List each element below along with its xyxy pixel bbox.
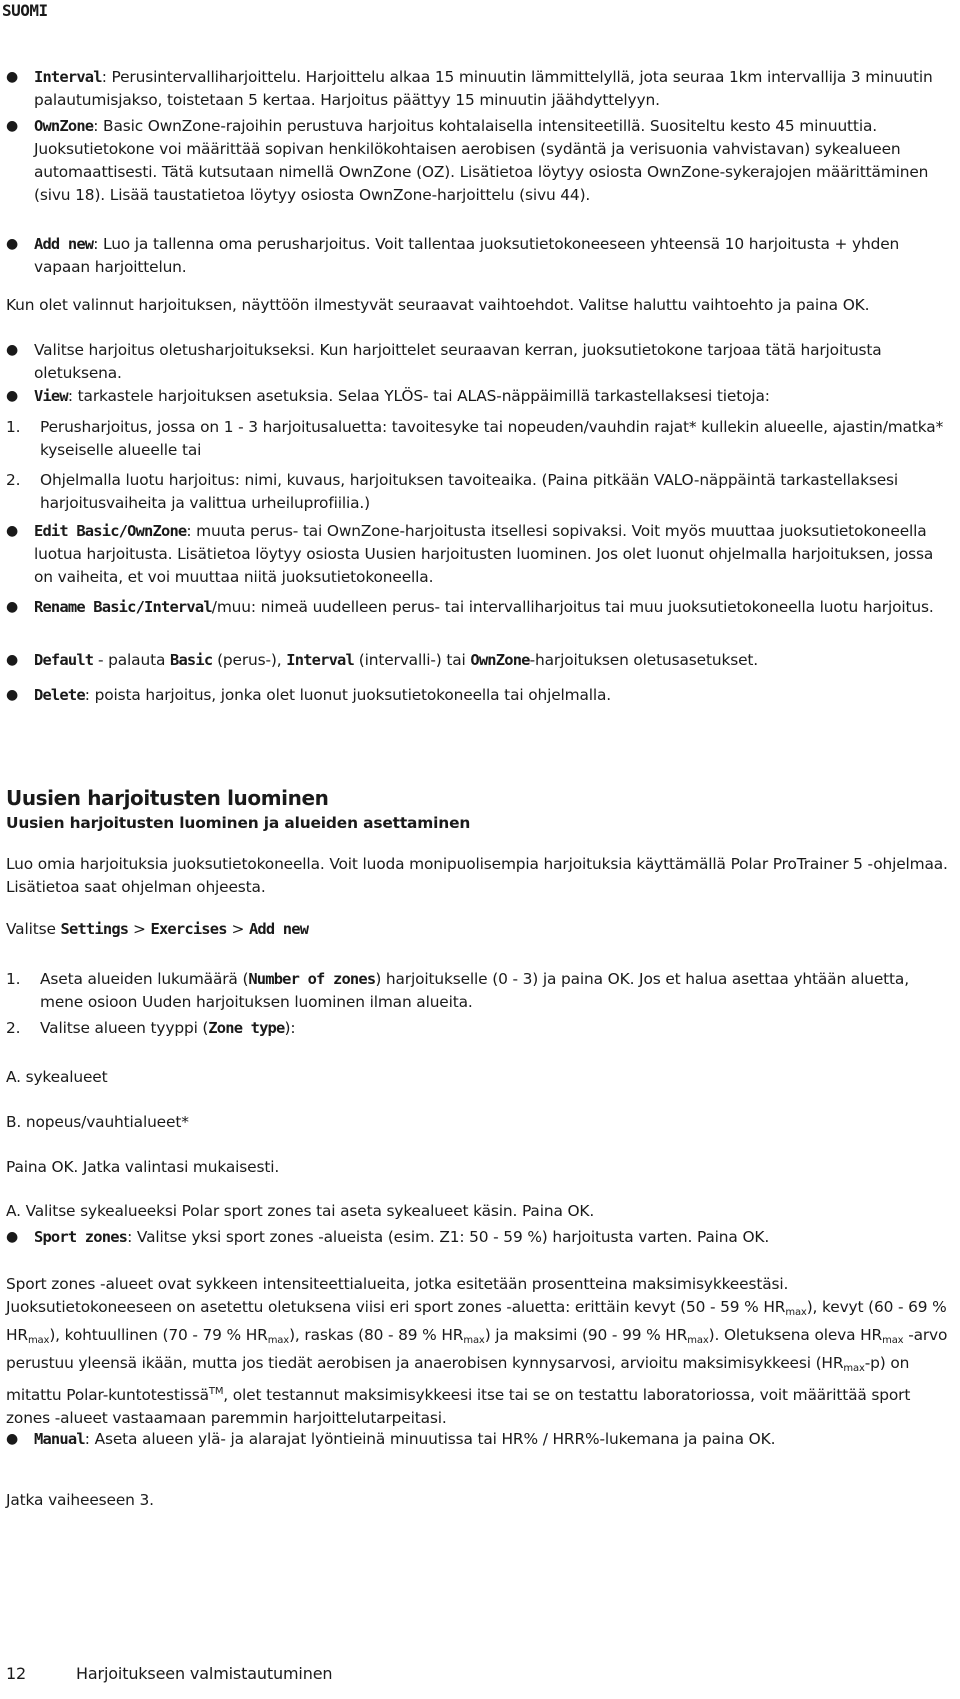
- bullet-view: ● View: tarkastele harjoituksen asetuksia. Selaa YLÖS- tai ALAS-näppäimillä tarkastellaksesi tietoja:: [6, 385, 948, 408]
- rename-key: Rename Basic/Interval: [34, 598, 212, 616]
- bullet-icon: ●: [6, 388, 19, 404]
- view-key: View: [34, 387, 68, 405]
- step-2: 2. Valitse alueen tyyppi (Zone type):: [6, 1019, 296, 1037]
- next-step-text: Jatka vaiheeseen 3.: [6, 1491, 154, 1509]
- bullet-ownzone: ● OwnZone: Basic OwnZone-rajoihin perustuva harjoitus kohtalaisella intensiteetillä. Suositeltu kesto 45 minuuttia. Juoksutietokone voi määrittää sopivan henkilökohtaisen aerobisen (sydäntä ja verisuonia vahvistavan) sykealueen automaattisesti. Tätä kutsutaan nimellä OwnZone (OZ). Lisätietoa löytyy osiosta OwnZone-sykerajojen määrittäminen (sivu 18). Lisää taustatietoa löytyy osiosta OwnZone-harjoittelu (sivu 44).: [6, 117, 929, 204]
- section-subtitle: Uusien harjoitusten luominen ja alueiden asettaminen: [6, 814, 471, 832]
- select-intro: Kun olet valinnut harjoituksen, näyttöön ilmestyvät seuraavat vaihtoehdot. Valitse haluttu vaihtoehto ja paina OK.: [6, 296, 870, 314]
- page-number: 12: [6, 1664, 27, 1683]
- bullet-sport-zones: ● Sport zones: Valitse yksi sport zones -alueista (esim. Z1: 50 - 59 %) harjoitusta varten. Paina OK.: [6, 1226, 948, 1249]
- bullet-icon: ●: [6, 599, 19, 615]
- bullet-add-new: ● Add new: Luo ja tallenna oma perusharjoitus. Voit tallentaa juoksutietokoneeseen yhteensä 10 harjoitusta + yhden vapaan harjoittelun.: [6, 235, 900, 276]
- sport-zones-key: Sport zones: [34, 1228, 128, 1246]
- add-new-key: Add new: [34, 235, 94, 253]
- page-footer: [6, 1664, 332, 1683]
- bullet-icon: ●: [6, 1229, 19, 1245]
- a-select-text: A. Valitse sykealueeksi Polar sport zones tai aseta sykealueet käsin. Paina OK.: [6, 1202, 595, 1220]
- bullet-icon: ●: [6, 118, 19, 134]
- zone-type-b: B. nopeus/vauhtialueet*: [6, 1113, 189, 1131]
- bullet-icon: ●: [6, 687, 19, 703]
- chapter-title: Harjoitukseen valmistautuminen: [76, 1664, 333, 1683]
- step-1: 1. Aseta alueiden lukumäärä (Number of zones) harjoitukselle (0 - 3) ja paina OK. Jos et halua asettaa yhtään aluetta, mene osioon Uuden harjoituksen luominen ilman alueita.: [6, 970, 909, 1011]
- bullet-manual: ● Manual: Aseta alueen ylä- ja alarajat lyöntieinä minuutissa tai HR% / HRR%-lukemana ja paina OK.: [6, 1428, 948, 1451]
- section-title: Uusien harjoitusten luominen: [6, 786, 329, 810]
- continue-text: Paina OK. Jatka valintasi mukaisesti.: [6, 1158, 280, 1176]
- language-label: SUOMI: [2, 1, 48, 20]
- edit-key: Edit Basic/OwnZone: [34, 522, 187, 540]
- bullet-default-exercise: ● Valitse harjoitus oletusharjoitukseksi. Kun harjoittelet seuraavan kerran, juoksutietokone tarjoaa tätä harjoitusta oletuksena.: [6, 341, 882, 382]
- section-intro: Luo omia harjoituksia juoksutietokoneella. Voit luoda monipuolisempia harjoituksia käyttämällä Polar ProTrainer 5 -ohjelmaa. Lisätietoa saat ohjelman ohjeesta.: [6, 855, 948, 896]
- bullet-delete: ● Delete: poista harjoitus, jonka olet luonut juoksutietokoneella tai ohjelmalla.: [6, 684, 948, 707]
- bullet-icon: ●: [6, 652, 19, 668]
- bullet-icon: ●: [6, 523, 19, 539]
- bullet-icon: ●: [6, 236, 19, 252]
- manual-key: Manual: [34, 1430, 85, 1448]
- view-item-2: 2. Ohjelmalla luotu harjoitus: nimi, kuvaus, harjoituksen tavoiteaika. (Paina pitkään VALO-näppäintä tarkastellaksesi harjoitusvaiheita ja valittua urheiluprofiilia.): [6, 471, 899, 512]
- bullet-rename: ● Rename Basic/Interval/muu: nimeä uudelleen perus- tai intervalliharjoitus tai muu juoksutietokoneella luotu harjoitus.: [6, 596, 948, 619]
- bullet-icon: ●: [6, 1431, 19, 1447]
- view-item-1: 1. Perusharjoitus, jossa on 1 - 3 harjoitusaluetta: tavoitesyke tai nopeuden/vauhdin rajat* kullekin alueelle, ajastin/matka* kyseiselle alueelle tai: [6, 418, 944, 459]
- bullet-icon: ●: [6, 342, 19, 358]
- ownzone-key: OwnZone: [34, 117, 94, 135]
- bullet-icon: ●: [6, 69, 19, 85]
- interval-key: Interval: [34, 68, 102, 86]
- zone-type-a: A. sykealueet: [6, 1068, 108, 1086]
- sport-zones-explanation: Sport zones -alueet ovat sykkeen intensiteettialueita, jotka esitetään prosentteina maksimisykkeestäsi. Juoksutietokoneeseen on asetettu oletuksena viisi eri sport zones -aluetta: erittäin kevyt (50 - 59 % $HR_{max}$), kevyt (60 - 69 % $HR_{max}$), kohtuullinen (70 - 79 % $HR_{max}$), raskas (80 - 89 % $HR_{max}$) ja maksimi (90 - 99 % $HR_{max}$). Oletuksena oleva $HR_{max}$ -arvo perustuu yleensä ikään, mutta jos tiedät aerobisen ja anaerobisen kynnysarvosi, arvioitu maksimisykkeesi $(HR_{max}-p)$ on mitattu Polar-kuntotestissä™, olet testannut maksimisykkeesi itse tai se on testattu laboratoriossa, voit määrittää sport zones -alueet vastaamaan paremmin harjoittelutarpeitasi.: [6, 1275, 948, 1427]
- bullet-default: ● Default - palauta Basic (perus-), Interval (intervalli-) tai OwnZone-harjoituksen oletusasetukset.: [6, 649, 948, 672]
- bullet-interval: ● Interval: Perusintervalliharjoittelu. Harjoittelu alkaa 15 minuutin lämmittelyllä, jota seuraa 1km intervallija 3 minuutin palautumisjakso, toistetaan 5 kertaa. Harjoitus päättyy 15 minuutin jäähdyttelyyn.: [6, 68, 933, 109]
- delete-key: Delete: [34, 686, 85, 704]
- menu-path: Valitse Settings > Exercises > Add new: [6, 920, 309, 938]
- bullet-edit: ● Edit Basic/OwnZone: muuta perus- tai OwnZone-harjoitusta itsellesi sopivaksi. Voit myös muuttaa juoksutietokoneella luotua harjoitusta. Lisätietoa löytyy osiosta Uusien harjoitusten luominen. Jos olet luonut ohjelmalla harjoituksen, jossa on vaiheita, et voi muuttaa niitä juoksutietokoneella.: [6, 522, 934, 586]
